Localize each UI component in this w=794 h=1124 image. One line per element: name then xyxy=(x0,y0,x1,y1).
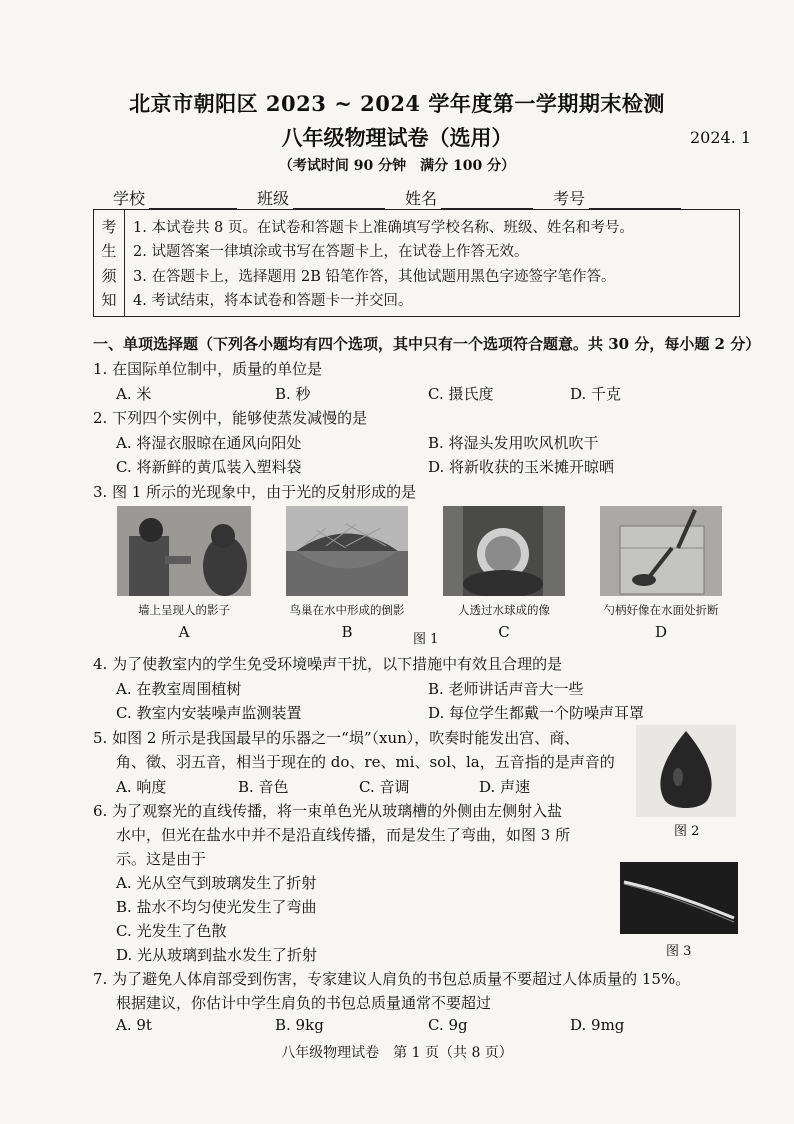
q6-line2: 水中，但光在盐水中并不是沿直线传播，而是发生了弯曲，如图 3 所 xyxy=(116,826,571,844)
water-ball-image-photo xyxy=(443,506,565,596)
exam-date: 2024. 1 xyxy=(690,128,752,147)
q6-line3: 示。这是由于 xyxy=(116,850,207,868)
q4-option-d[interactable]: D. 每位学生都戴一个防噪声耳罩 xyxy=(428,704,645,722)
notice-item: 4. 考试结束，将本试卷和答题卡一并交回。 xyxy=(133,293,413,310)
q4-stem: 4. 为了使教室内的学生免受环境噪声干扰，以下措施中有效且合理的是 xyxy=(93,655,563,673)
notice-head-char: 生 xyxy=(101,242,117,261)
notice-item: 3. 在答题卡上，选择题用 2B 铅笔作答，其他试题用黑色字迹签字笔作答。 xyxy=(133,268,616,285)
q6-option-a[interactable]: A. 光从空气到玻璃发生了折射 xyxy=(116,874,317,892)
light-in-salt-water-photo xyxy=(620,862,738,934)
name-field[interactable] xyxy=(405,186,533,209)
q4-option-a[interactable]: A. 在教室周围植树 xyxy=(116,680,242,698)
q2-option-c[interactable]: C. 将新鲜的黄瓜装入塑料袋 xyxy=(116,458,302,476)
q5-option-d[interactable]: D. 声速 xyxy=(479,778,531,796)
name-label: 姓名 xyxy=(405,189,438,208)
q4-option-c[interactable]: C. 教室内安装噪声监测装置 xyxy=(116,704,302,722)
fig1-option-b[interactable]: B xyxy=(341,623,353,641)
q6-line1: 6. 为了观察光的直线传播，将一束单色光从玻璃槽的外侧由左侧射入盐 xyxy=(93,802,563,820)
exam-subtitle: 八年级物理试卷（选用） xyxy=(281,125,513,150)
fig1-caption-d: 勺柄好像在水面处折断 xyxy=(603,603,719,617)
notice-items xyxy=(125,210,739,316)
fig1-caption-a: 墙上呈现人的影子 xyxy=(138,603,230,617)
exam-time-info: （考试时间 90 分钟 满分 100 分） xyxy=(278,158,516,174)
exam-no-field[interactable] xyxy=(553,186,681,209)
fig2-label: 图 2 xyxy=(674,824,700,839)
fig3-label: 图 3 xyxy=(666,944,692,959)
fig1-option-a[interactable]: A xyxy=(178,623,190,641)
notice-head-char: 知 xyxy=(101,291,117,310)
q2-option-a[interactable]: A. 将湿衣服晾在通风向阳处 xyxy=(116,434,302,452)
q1-option-b[interactable]: B. 秒 xyxy=(275,385,311,403)
class-label: 班级 xyxy=(257,189,290,208)
class-field[interactable] xyxy=(257,186,385,209)
notice-head-char: 须 xyxy=(101,266,117,285)
q6-option-d[interactable]: D. 光从玻璃到盐水发生了折射 xyxy=(116,946,318,964)
section-heading: 一、单项选择题（下列各小题均有四个选项，其中只有一个选项符合题意。共 30 分，每小题 2 分） xyxy=(93,335,761,353)
q1-option-c[interactable]: C. 摄氏度 xyxy=(428,385,494,403)
q2-stem: 2. 下列四个实例中，能够使蒸发减慢的是 xyxy=(93,409,368,427)
q5-option-c[interactable]: C. 音调 xyxy=(359,778,410,796)
q5-option-b[interactable]: B. 音色 xyxy=(238,778,289,796)
shadow-on-wall-photo xyxy=(117,506,251,596)
q5-option-a[interactable]: A. 响度 xyxy=(116,778,167,796)
exam-no-label: 考号 xyxy=(553,189,586,208)
q7-option-a[interactable]: A. 9t xyxy=(116,1016,152,1034)
q1-option-d[interactable]: D. 千克 xyxy=(570,385,622,403)
school-label: 学校 xyxy=(113,189,146,208)
exam-no-blank[interactable] xyxy=(589,192,681,209)
notice-item: 2. 试题答案一律填涂或书写在答题卡上，在试卷上作答无效。 xyxy=(133,244,529,261)
name-blank[interactable] xyxy=(441,192,533,209)
q5-line2: 角、徵、羽五音，相当于现在的 do、re、mi、sol、la，五音指的是声音的 xyxy=(116,753,615,771)
exam-notice-box xyxy=(93,209,740,317)
class-blank[interactable] xyxy=(293,192,385,209)
q7-option-c[interactable]: C. 9g xyxy=(428,1016,468,1034)
page-footer: 八年级物理试卷 第 1 页（共 8 页） xyxy=(281,1045,513,1061)
q6-option-b[interactable]: B. 盐水不均匀使光发生了弯曲 xyxy=(116,898,317,916)
q7-line2: 根据建议，你估计中学生肩负的书包总质量通常不要超过 xyxy=(116,994,492,1012)
student-info-fields xyxy=(113,186,743,209)
q7-option-d[interactable]: D. 9mg xyxy=(570,1016,625,1034)
q7-option-b[interactable]: B. 9kg xyxy=(275,1016,324,1034)
q6-option-c[interactable]: C. 光发生了色散 xyxy=(116,922,227,940)
fig1-caption-c: 人透过水球成的像 xyxy=(458,603,550,617)
exam-title: 北京市朝阳区 2023 ~ 2024 学年度第一学期期末检测 xyxy=(129,91,665,116)
q5-line1: 5. 如图 2 所示是我国最早的乐器之一“埙”（xun），吹奏时能发出宫、商、 xyxy=(93,729,580,747)
fig1-label: 图 1 xyxy=(413,632,439,647)
notice-item: 1. 本试卷共 8 页。在试卷和答题卡上准确填写学校名称、班级、姓名和考号。 xyxy=(133,219,634,236)
q3-stem: 3. 图 1 所示的光现象中，由于光的反射形成的是 xyxy=(93,483,417,501)
notice-head-char: 考 xyxy=(101,217,117,236)
notice-head xyxy=(94,210,125,316)
q1-option-a[interactable]: A. 米 xyxy=(116,385,152,403)
fig1-caption-b: 鸟巢在水中形成的倒影 xyxy=(289,603,405,617)
xun-instrument-photo xyxy=(636,725,736,817)
school-field[interactable] xyxy=(113,186,237,209)
school-blank[interactable] xyxy=(149,192,237,209)
q4-option-b[interactable]: B. 老师讲话声音大一些 xyxy=(428,680,584,698)
birds-nest-reflection-photo xyxy=(286,506,408,596)
fig1-option-c[interactable]: C xyxy=(498,623,510,641)
q1-stem: 1. 在国际单位制中，质量的单位是 xyxy=(93,360,323,378)
q7-line1: 7. 为了避免人体肩部受到伤害，专家建议人肩负的书包总质量不要超过人体质量的 15%。 xyxy=(93,970,691,988)
q2-option-d[interactable]: D. 将新收获的玉米摊开晾晒 xyxy=(428,458,615,476)
bent-spoon-photo xyxy=(600,506,722,596)
q2-option-b[interactable]: B. 将湿头发用吹风机吹干 xyxy=(428,434,599,452)
fig1-option-d[interactable]: D xyxy=(654,623,668,641)
